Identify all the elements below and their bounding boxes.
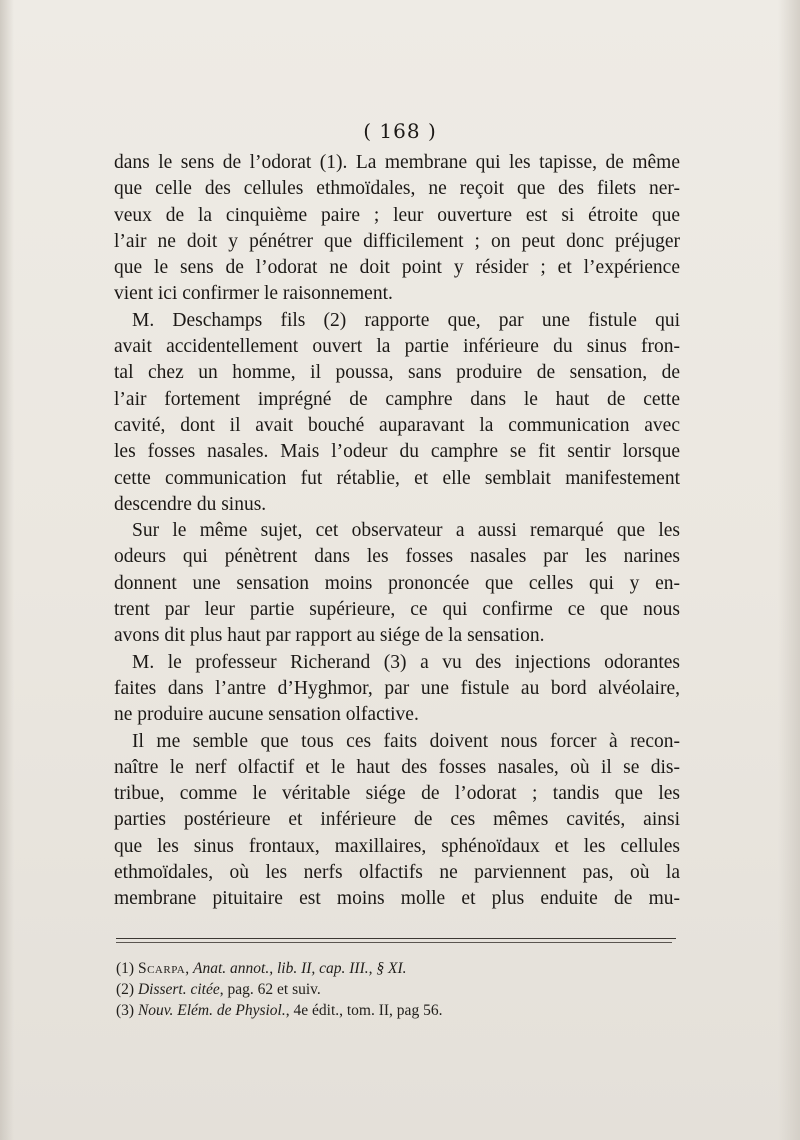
footnote-rule bbox=[116, 938, 676, 939]
text-line: M. le professeur Richerand (3) a vu des injections odorantes bbox=[132, 651, 680, 673]
footnote-author: Scarpa bbox=[137, 960, 186, 977]
text-line: l’air ne doit y pénétrer que difficilement ; on peut donc préjuger bbox=[114, 230, 680, 252]
text-line: Il me semble que tous ces faits doivent nous forcer à recon- bbox=[132, 730, 680, 752]
footnote-number: (2) bbox=[116, 981, 135, 998]
text-line: les fosses nasales. Mais l’odeur du camphre se fit sentir lorsque bbox=[114, 441, 680, 463]
footnote-reference: Anat. annot., lib. II, cap. III., § XI. bbox=[193, 960, 407, 977]
page-number: ( 168 ) bbox=[363, 119, 437, 143]
paragraph bbox=[114, 729, 680, 913]
footnotes bbox=[116, 958, 676, 1021]
footnote-number: (1) bbox=[116, 960, 135, 977]
text-line: membrane pituitaire est moins molle et plus enduite de mu- bbox=[114, 888, 680, 910]
text-line: tribue, comme le véritable siége de l’odorat ; tandis que les bbox=[114, 783, 680, 805]
page-edge-left bbox=[0, 0, 14, 1140]
text-line: que le sens de l’odorat ne doit point y résider ; et l’expérience bbox=[114, 257, 680, 279]
footnote-detail: , 4e édit., tom. II, pag 56. bbox=[285, 1002, 443, 1019]
footnote-work: Dissert. citée bbox=[137, 981, 220, 998]
text-line: l’air fortement imprégné de camphre dans le haut de cette bbox=[114, 388, 680, 410]
footnote-work: Nouv. Elém. de Physiol. bbox=[137, 1002, 286, 1019]
paragraph bbox=[114, 650, 680, 729]
text-line: ethmoïdales, où les nerfs olfactifs ne parviennent pas, où la bbox=[114, 862, 680, 884]
paragraph bbox=[114, 150, 680, 308]
text-line: cette communication fut rétablie, et elle semblait manifestement bbox=[114, 467, 680, 489]
text-line: M. Deschamps fils (2) rapporte que, par une fistule qui bbox=[132, 309, 680, 331]
text-line: ne produire aucune sensation olfactive. bbox=[114, 704, 419, 726]
text-line: avons dit plus haut par rapport au siége de la sensation. bbox=[114, 625, 545, 647]
footnote-number: (3) bbox=[116, 1002, 135, 1019]
footnote bbox=[116, 1000, 676, 1021]
text-line: Sur le même sujet, cet observateur a aussi remarqué que les bbox=[132, 520, 680, 542]
body-text bbox=[114, 150, 680, 913]
text-line: donnent une sensation moins prononcée que celles qui y en- bbox=[114, 572, 680, 594]
paragraph bbox=[114, 518, 680, 649]
footnote-detail: , pag. 62 et suiv. bbox=[219, 981, 321, 998]
footnote-rule-thin bbox=[116, 942, 672, 943]
text-line: vient ici confirmer le raisonnement. bbox=[114, 283, 393, 305]
text-line: veux de la cinquième paire ; leur ouverture est si étroite que bbox=[114, 204, 680, 226]
text-line: naître le nerf olfactif et le haut des fosses nasales, où il se dis- bbox=[114, 756, 680, 778]
text-line: que les sinus frontaux, maxillaires, sphénoïdaux et les cellules bbox=[114, 835, 680, 857]
footnote bbox=[116, 979, 676, 1000]
text-line: descendre du sinus. bbox=[114, 493, 267, 515]
text-line: que celle des cellules ethmoïdales, ne reçoit que des filets ner- bbox=[114, 178, 680, 200]
footnote: (1) Scarpa, Anat. annot., lib. II, cap. III., § XI. bbox=[116, 960, 407, 977]
paragraph bbox=[114, 308, 680, 518]
text-line: tal chez un homme, il poussa, sans produire de sensation, de bbox=[114, 362, 680, 384]
page-edge-right bbox=[778, 0, 800, 1140]
text-line: cavité, dont il avait bouché auparavant la communication avec bbox=[114, 414, 680, 436]
text-line: parties postérieure et inférieure de ces mêmes cavités, ainsi bbox=[114, 809, 680, 831]
text-line: dans le sens de l’odorat (1). La membrane qui les tapisse, de même bbox=[114, 152, 680, 173]
text-line: trent par leur partie supérieure, ce qui confirme ce que nous bbox=[114, 599, 680, 621]
text-line: avait accidentellement ouvert la partie inférieure du sinus fron- bbox=[114, 336, 680, 358]
text-line: odeurs qui pénètrent dans les fosses nasales par les narines bbox=[114, 546, 680, 568]
text-line: faites dans l’antre d’Hyghmor, par une fistule au bord alvéolaire, bbox=[114, 677, 680, 699]
